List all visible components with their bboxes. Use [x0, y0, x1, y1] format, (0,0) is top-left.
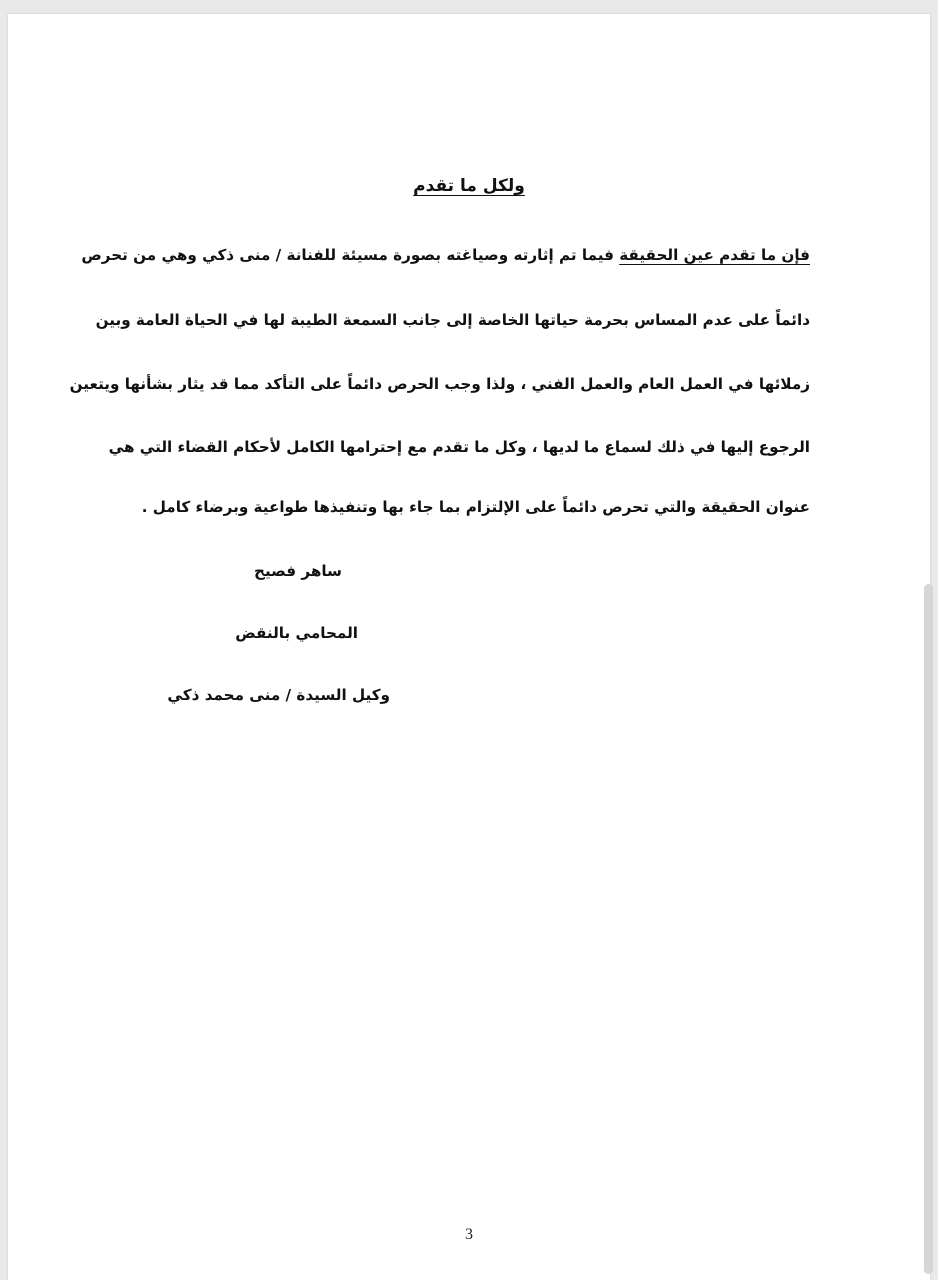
paragraph-line-2: دائماً على عدم المساس بحرمة حياتها الخاصة إلى جانب السمعة الطيبة لها في الحياة العامة وبين	[95, 311, 810, 329]
paragraph-line-1-rest: فيما تم إثارته وصياغته بصورة مسيئة للفنانة / منى ذكي وهي من تحرص	[81, 246, 620, 264]
paragraph-line-3: زملائها في العمل العام والعمل الفني ، ولذا وجب الحرص دائماً على التأكد مما قد يثار بشأنها ويتعين	[69, 375, 810, 393]
signature-role: المحامي بالنقض	[235, 624, 358, 642]
document-title: ولكل ما تقدم	[413, 176, 525, 196]
emphasized-phrase: فإن ما تقدم عين الحقيقة	[619, 246, 810, 264]
paragraph-line-4: الرجوع إليها في ذلك لسماع ما لديها ، وكل ما تقدم مع إحترامها الكامل لأحكام القضاء التي هي	[108, 438, 810, 456]
paragraph-line-1	[81, 246, 810, 264]
paragraph-line-5: عنوان الحقيقة والتي تحرص دائماً على الإلتزام بما جاء بها وتنفيذها طواعية وبرضاء كامل .	[141, 498, 810, 516]
signature-agent: وكيل السيدة / منى محمد ذكي	[167, 686, 390, 704]
scrollbar-thumb[interactable]	[924, 584, 933, 1274]
signature-name: ساهر فصيح	[254, 562, 342, 580]
page-number: 3	[465, 1226, 473, 1243]
document-page	[8, 14, 930, 1280]
